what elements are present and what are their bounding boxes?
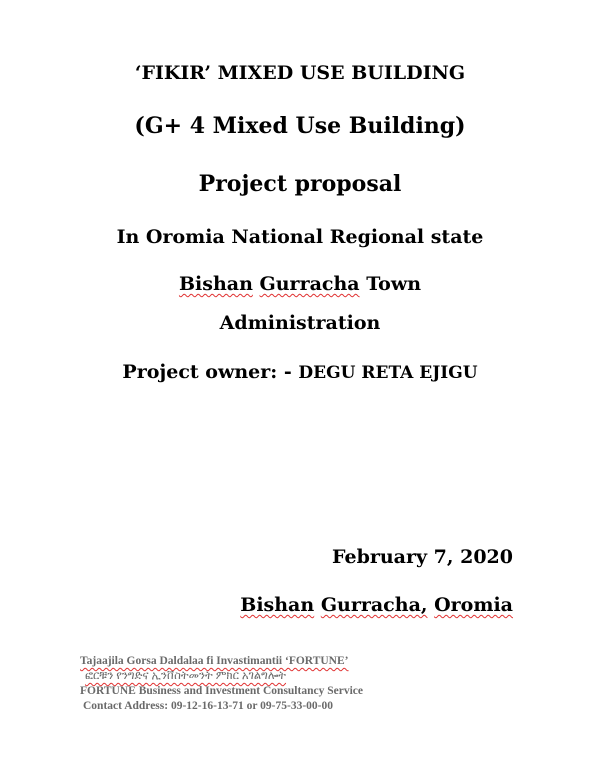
place-word-3: Oromia [434, 594, 513, 616]
document-type: Project proposal [198, 171, 402, 197]
footer-contact: Contact Address: 09-12-16-13-71 or 09-75-33-00-00 [83, 700, 333, 712]
owner-line [0, 361, 600, 383]
document-date: February 7, 2020 [332, 546, 513, 568]
project-subtitle: (G+ 4 Mixed Use Building) [134, 113, 466, 139]
town-line [0, 273, 600, 295]
place-word-1: Bishan [240, 594, 315, 616]
project-title: ‘FIKIR’ MIXED USE BUILDING [134, 62, 466, 84]
town-word-3: Town [366, 273, 422, 295]
document-place [240, 594, 513, 616]
owner-label: Project owner: - [122, 361, 292, 383]
footer-line-oromo: Tajaajila Gorsa Daldalaa fi Invastimantii ‘FORTUNE’ [80, 655, 349, 667]
footer-line-amharic: ፎርቹን የንግድና ኢንቨስትመንት ምክር አገልግሎት [85, 670, 287, 682]
town-word-1: Bishan [178, 273, 253, 295]
administration-line: Administration [219, 312, 381, 334]
town-word-2: Gurracha [259, 273, 360, 295]
consultancy-footer [80, 654, 363, 714]
place-word-2: Gurracha, [320, 594, 428, 616]
footer-line-english: FORTUNE Business and Investment Consultancy Service [80, 685, 363, 697]
owner-name: DEGU RETA EJIGU [298, 363, 478, 383]
region-line: In Oromia National Regional state [116, 226, 484, 248]
